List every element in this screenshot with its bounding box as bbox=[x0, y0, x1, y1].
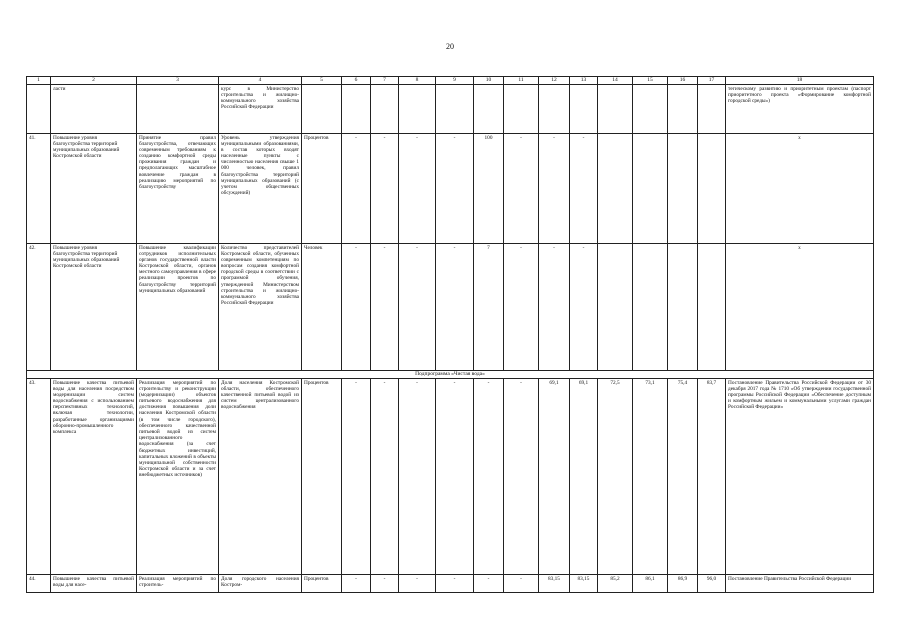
value-cell: - bbox=[504, 575, 539, 593]
column-number-row bbox=[27, 77, 874, 85]
col-header: 15 bbox=[633, 77, 668, 85]
goal-cell: Повышение уровня благоустройства территорий муниципальных образований Костромской области bbox=[51, 244, 137, 371]
value-cell: 69,1 bbox=[539, 379, 570, 575]
value-cell: - bbox=[371, 244, 399, 371]
value-cell: - bbox=[399, 379, 436, 575]
col-header: 8 bbox=[399, 77, 436, 85]
source-cell: тегическому развитию и приоритетным проектам (паспорт приоритетного проекта «Формирование комфортной городской среды») bbox=[726, 85, 874, 134]
value-cell: 73,1 bbox=[633, 379, 668, 575]
value-cell bbox=[668, 134, 698, 244]
col-header: 11 bbox=[504, 77, 539, 85]
value-cell: - bbox=[504, 379, 539, 575]
value-cell: 75,4 bbox=[668, 379, 698, 575]
col-header: 12 bbox=[539, 77, 570, 85]
value-cell: - bbox=[504, 134, 539, 244]
value-cell: 100 bbox=[474, 134, 504, 244]
value-cell bbox=[698, 244, 726, 371]
source-cell: x bbox=[726, 244, 874, 371]
value-cell bbox=[668, 244, 698, 371]
value-cell: - bbox=[371, 134, 399, 244]
source-cell: Постановление Правительства Российской Федерации bbox=[726, 575, 874, 593]
table-row-continued bbox=[27, 85, 874, 134]
table-row bbox=[27, 134, 874, 244]
value-cell: - bbox=[474, 575, 504, 593]
col-header: 6 bbox=[342, 77, 371, 85]
value-cell: - bbox=[399, 244, 436, 371]
value-cell: - bbox=[371, 575, 399, 593]
value-cell: 86,9 bbox=[668, 575, 698, 593]
source-cell: x bbox=[726, 134, 874, 244]
table-row bbox=[27, 379, 874, 575]
value-cell: 83,15 bbox=[570, 575, 598, 593]
unit-cell: Процентов bbox=[302, 134, 342, 244]
row-number: 44. bbox=[27, 575, 51, 593]
value-cell: - bbox=[539, 134, 570, 244]
value-cell bbox=[633, 134, 668, 244]
value-cell: 69,1 bbox=[570, 379, 598, 575]
col-header: 13 bbox=[570, 77, 598, 85]
col-header: 18 bbox=[726, 77, 874, 85]
col-header: 2 bbox=[51, 77, 137, 85]
value-cell bbox=[698, 134, 726, 244]
value-cell: - bbox=[436, 244, 474, 371]
value-cell bbox=[598, 244, 633, 371]
indicator-cell: Уровень утверждения муниципальными образованиями, в состав которых входят населенные пункты с численностью населения свыше 1 000 человек, правил благоустройства территорий муниципальных образований (с учетом общественных обсуждений) bbox=[219, 134, 302, 244]
table-row bbox=[27, 575, 874, 593]
value-cell bbox=[598, 134, 633, 244]
col-header: 4 bbox=[219, 77, 302, 85]
col-header: 17 bbox=[698, 77, 726, 85]
value-cell: - bbox=[504, 244, 539, 371]
value-cell: - bbox=[474, 379, 504, 575]
goal-cell: ласти bbox=[51, 85, 137, 134]
table-row bbox=[27, 244, 874, 371]
value-cell: - bbox=[342, 134, 371, 244]
indicator-cell: Количество представителей Костромской области, обученных современным компетенциям по вопросам создания комфортной городской среды в соответствии с программой обучения, утвержденной Министерством строительства и жилищно-коммунального хозяйства Российской Федерации bbox=[219, 244, 302, 371]
source-cell: Постановление Правительства Российской Федерации от 30 декабря 2017 года № 1710 «Об утверждении государственной программы Российской Федерации «Обеспечение доступным и комфортным жильем и коммунальными услугами граждан Российской Федерации» bbox=[726, 379, 874, 575]
value-cell: - bbox=[436, 134, 474, 244]
goal-cell: Повышение качества питьевой воды для населения посредством модернизации систем водоснабжения с использованием перспективных технологий, включая технологии, разработанные организациями оборонно-промышленного комплекса bbox=[51, 379, 137, 575]
page-number: 20 bbox=[446, 42, 454, 51]
value-cell: - bbox=[342, 379, 371, 575]
value-cell: - bbox=[399, 575, 436, 593]
indicators-table bbox=[26, 76, 874, 593]
row-number: 42. bbox=[27, 244, 51, 371]
value-cell: - bbox=[570, 244, 598, 371]
value-cell: - bbox=[342, 244, 371, 371]
value-cell: 83,15 bbox=[539, 575, 570, 593]
unit-cell: Человек bbox=[302, 244, 342, 371]
value-cell: 72,5 bbox=[598, 379, 633, 575]
col-header: 7 bbox=[371, 77, 399, 85]
col-header: 10 bbox=[474, 77, 504, 85]
subprogram-title: Подпрограмма «Чистая вода» bbox=[27, 371, 874, 379]
subprogram-row bbox=[27, 371, 874, 379]
goal-cell: Повышение уровня благоустройства территорий муниципальных образований Костромской области bbox=[51, 134, 137, 244]
goal-cell: Повышение качества питьевой воды для насе- bbox=[51, 575, 137, 593]
task-cell: Повышение квалификации сотрудников исполнительных органов государственной власти Костромской области, органов местного самоуправления в сфере реализации проектов по благоустройству территорий муниципальных образований bbox=[137, 244, 219, 371]
value-cell: - bbox=[436, 379, 474, 575]
indicator-cell: курс в Министерство строительства и жилищно-коммунального хозяйства Российской Федерации bbox=[219, 85, 302, 134]
task-cell: Принятие правил благоустройства, отвечающих современным требованиям к созданию комфортной среды проживания граждан и предполагающих масштабное вовлечение граждан в реализацию мероприятий по благоустройству bbox=[137, 134, 219, 244]
task-cell: Реализация мероприятий по строитель- bbox=[137, 575, 219, 593]
col-header: 3 bbox=[137, 77, 219, 85]
value-cell: 96,0 bbox=[698, 575, 726, 593]
value-cell: - bbox=[570, 134, 598, 244]
indicator-cell: Доля городского населения Костром- bbox=[219, 575, 302, 593]
value-cell bbox=[633, 244, 668, 371]
row-number: 41. bbox=[27, 134, 51, 244]
col-header: 14 bbox=[598, 77, 633, 85]
col-header: 16 bbox=[668, 77, 698, 85]
value-cell: - bbox=[371, 379, 399, 575]
value-cell: 83,7 bbox=[698, 379, 726, 575]
indicator-cell: Доля населения Костромской области, обеспеченного качественной питьевой водой из систем централизованного водоснабжения bbox=[219, 379, 302, 575]
value-cell: 85,2 bbox=[598, 575, 633, 593]
col-header: 5 bbox=[302, 77, 342, 85]
row-number: 43. bbox=[27, 379, 51, 575]
value-cell: 7 bbox=[474, 244, 504, 371]
task-cell: Реализация мероприятий по строительству и реконструкции (модернизации) объектов питьевого водоснабжения для достижения повышения доли населения Костромской области (в том числе городского), обеспеченного качественной питьевой водой из систем централизованного водоснабжения (за счет бюджетных инвестиций, капитальных вложений в объекты муниципальной собственности Костромской области и за счет внебюджетных источников) bbox=[137, 379, 219, 575]
unit-cell: Процентов bbox=[302, 379, 342, 575]
value-cell: 86,1 bbox=[633, 575, 668, 593]
value-cell: - bbox=[539, 244, 570, 371]
col-header: 9 bbox=[436, 77, 474, 85]
unit-cell: Процентов bbox=[302, 575, 342, 593]
value-cell: - bbox=[342, 575, 371, 593]
col-header: 1 bbox=[27, 77, 51, 85]
value-cell: - bbox=[399, 134, 436, 244]
value-cell: - bbox=[436, 575, 474, 593]
